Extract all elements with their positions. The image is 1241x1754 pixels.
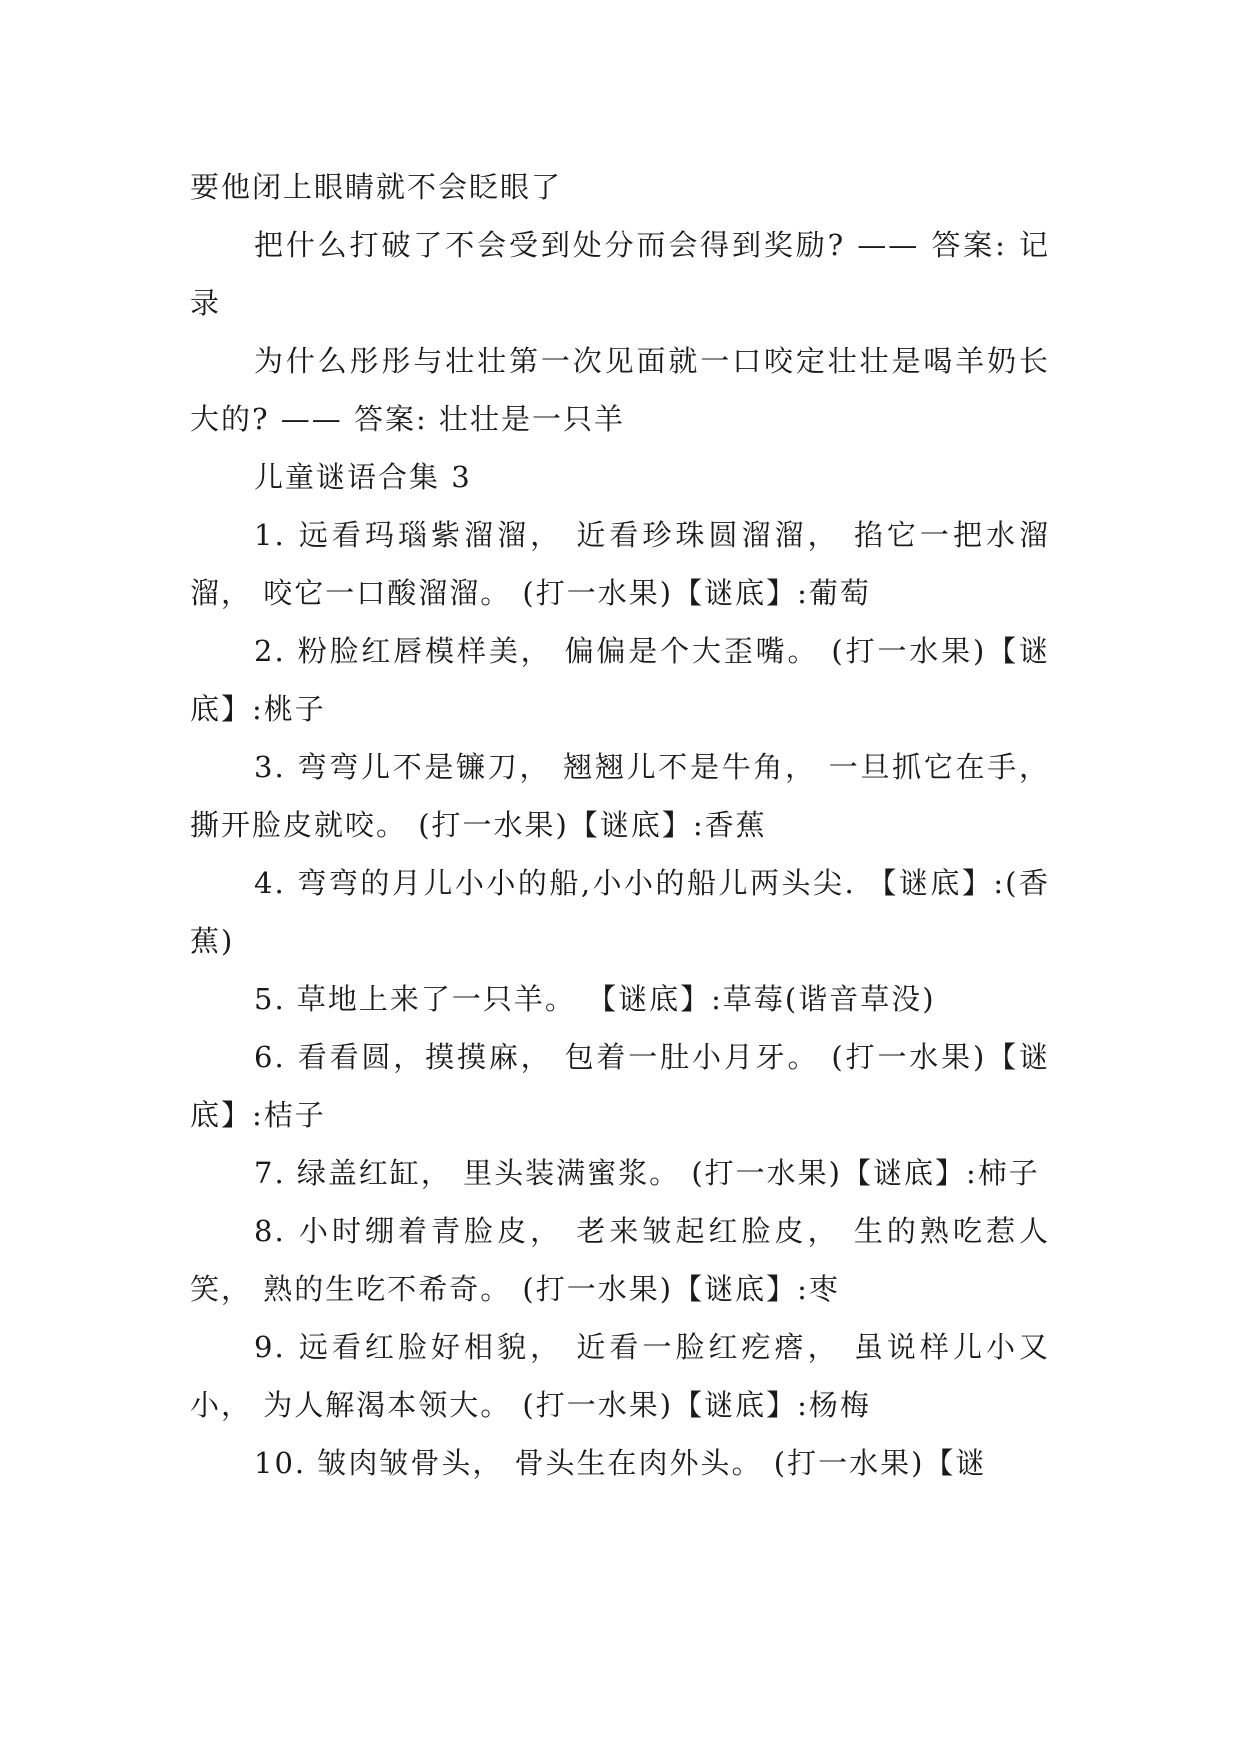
riddle-item-2: 2. 粉脸红唇模样美， 偏偏是个大歪嘴。 (打一水果)【谜底】:桃子 xyxy=(190,634,1050,726)
document-body xyxy=(190,158,1050,1492)
riddle-item-1: 1. 远看玛瑙紫溜溜， 近看珍珠圆溜溜， 掐它一把水溜溜， 咬它一口酸溜溜。 (打一水果)【谜底】:葡萄 xyxy=(190,518,1050,610)
riddle-item-8: 8. 小时绷着青脸皮， 老来皱起红脸皮， 生的熟吃惹人笑， 熟的生吃不希奇。 (打一水果)【谜底】:枣 xyxy=(190,1214,1050,1306)
riddle-item-7: 7. 绿盖红缸， 里头装满蜜浆。 (打一水果)【谜底】:柿子 xyxy=(254,1156,1040,1190)
riddle-record: 把什么打破了不会受到处分而会得到奖励? —— 答案: 记录 xyxy=(190,228,1050,320)
riddle-item-6: 6. 看看圆，摸摸麻， 包着一肚小月牙。 (打一水果)【谜底】:桔子 xyxy=(190,1040,1050,1132)
riddle-item-4: 4. 弯弯的月儿小小的船,小小的船儿两头尖. 【谜底】:(香蕉) xyxy=(190,866,1050,958)
paragraph-continuation: 要他闭上眼睛就不会眨眼了 xyxy=(190,170,563,204)
riddle-goat-milk: 为什么彤彤与壮壮第一次见面就一口咬定壮壮是喝羊奶长大的? —— 答案: 壮壮是一只羊 xyxy=(190,344,1050,436)
riddle-item-9: 9. 远看红脸好相貌， 近看一脸红疙瘩， 虽说样儿小又小， 为人解渴本领大。 (打一水果)【谜底】:杨梅 xyxy=(190,1330,1050,1422)
riddle-item-5: 5. 草地上来了一只羊。 【谜底】:草莓(谐音草没) xyxy=(254,982,936,1016)
riddle-item-10: 10. 皱肉皱骨头， 骨头生在肉外头。 (打一水果)【谜 xyxy=(254,1446,987,1480)
section-heading: 儿童谜语合集 3 xyxy=(254,460,472,494)
riddle-item-3: 3. 弯弯儿不是镰刀， 翘翘儿不是牛角， 一旦抓它在手， 撕开脸皮就咬。 (打一水果)【谜底】:香蕉 xyxy=(190,750,1050,842)
